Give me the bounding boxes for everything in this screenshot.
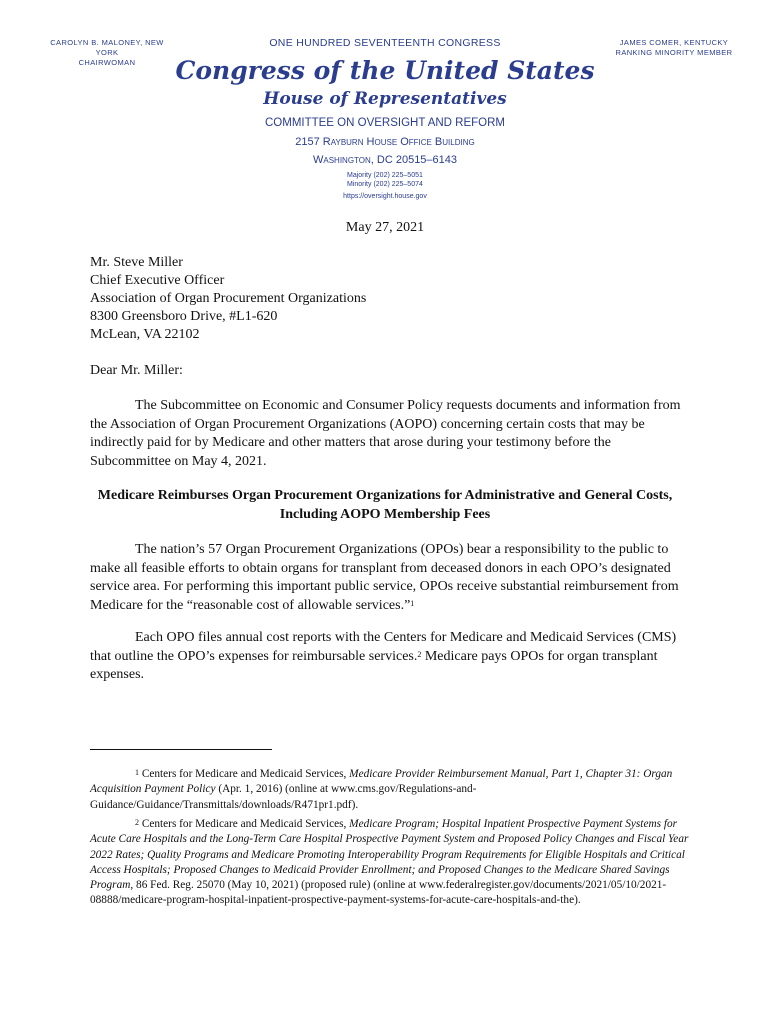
chair-title: CHAIRWOMAN	[78, 58, 136, 67]
chair-name: CAROLYN B. MALONEY, NEW YORK	[50, 38, 164, 57]
recipient-street: 8300 Greensboro Drive, #L1-620	[90, 309, 278, 324]
footnote-1-text-b: (Apr. 1, 2016) (online at www.cms.gov/Regulations-and-Guidance/Guidance/Transmittals/downloads/R471pr1.pdf).	[90, 783, 477, 811]
house-title: House of Representatives	[263, 89, 507, 109]
ranking-title: RANKING MINORITY MEMBER	[615, 48, 733, 57]
paragraph-3	[90, 629, 690, 685]
footnote-1-text-a: Centers for Medicare and Medicaid Services,	[141, 768, 350, 780]
recipient-city: McLean, VA 22102	[90, 327, 200, 342]
majority-phone: Majority (202) 225–5051	[347, 172, 423, 179]
website-link[interactable]: https://oversight.house.gov	[343, 193, 427, 200]
recipient-organization: Association of Organ Procurement Organizations	[90, 291, 367, 306]
salutation: Dear Mr. Miller:	[90, 363, 183, 378]
footnote-divider	[90, 749, 272, 750]
recipient-block	[90, 254, 590, 344]
recipient-name: Mr. Steve Miller	[90, 255, 183, 270]
footnote-2-number: 2	[135, 818, 139, 827]
paragraph-3-text-b: Medicare pays OPOs for organ transplant expenses.	[90, 648, 658, 683]
city-address: Washington, DC 20515–6143	[312, 154, 458, 166]
section-heading: Medicare Reimburses Organ Procurement Organizations for Administrative and General Costs, Including AOPO Membership Fees	[97, 488, 673, 522]
ranking-block	[614, 38, 734, 58]
footnote-ref-2: 2	[417, 649, 422, 659]
paragraph-3-text-a: Each OPO files annual cost reports with the Centers for Medicare and Medicaid Services (CMS) that outline the OPO’s expenses for reimbursable services.	[90, 630, 677, 664]
paragraph-1: The Subcommittee on Economic and Consumer Policy requests documents and information from the Association of Organ Procurement Organizations (AOPO) concerning certain costs that may be indirectly paid for by Medicare and other matters that arose during your testimony before the Subcommittee on May 4, 2021.	[90, 398, 681, 469]
paragraph-2	[90, 541, 690, 615]
footnote-2-italic: Medicare Program; Hospital Inpatient Prospective Payment Systems for Acute Care Hospitals and the Long-Term Care Hospital Prospective Payment System and Proposed Policy Changes and Fiscal Year 2022 Rates; Quality Programs and Medicare Promoting Interoperability Program Requirements for Eligible Hospitals and Critical Access Hospitals; Proposed Changes to Medicaid Provider Enrollment; and Proposed Changes to the Medicare Shared Savings Program	[90, 818, 689, 892]
building-address: 2157 Rayburn House Office Building	[295, 136, 475, 148]
committee-name: COMMITTEE ON OVERSIGHT AND REFORM	[264, 117, 506, 129]
minority-phone: Minority (202) 225–5074	[347, 180, 423, 188]
footnote-2	[90, 817, 690, 909]
congress-title: Congress of the United States	[175, 56, 595, 85]
footnote-2-text-b: , 86 Fed. Reg. 25070 (May 10, 2021) (proposed rule) (online at www.federalregister.gov/documents/2021/05/10/2021-08888/medicare-program-hospital-inpatient-prospective-payment-systems-for-acute-care-hospitals-and-the).	[90, 879, 667, 907]
ranking-name: JAMES COMER, KENTUCKY	[619, 38, 729, 47]
footnote-1-number: 1	[135, 768, 139, 777]
paragraph-2-text: The nation’s 57 Organ Procurement Organizations (OPOs) bear a responsibility to the public to make all feasible efforts to obtain organs for transplant from deceased donors in each OPO’s designated service area. For performing this important public service, OPOs receive substantial reimbursement from Medicare for the “reasonable cost of allowable services.”	[90, 542, 679, 613]
phone-block	[347, 172, 467, 189]
congress-line: ONE HUNDRED SEVENTEENTH CONGRESS	[269, 37, 501, 49]
footnote-1-italic: Medicare Provider Reimbursement Manual, Part 1, Chapter 31: Organ Acquisition Payment Policy	[90, 768, 673, 796]
recipient-title: Chief Executive Officer	[90, 273, 225, 288]
footnote-ref-1: 1	[410, 598, 415, 608]
footnote-1	[90, 767, 690, 813]
footnote-2-text-a: Centers for Medicare and Medicaid Services,	[141, 818, 350, 830]
letter-date: May 27, 2021	[345, 220, 425, 235]
